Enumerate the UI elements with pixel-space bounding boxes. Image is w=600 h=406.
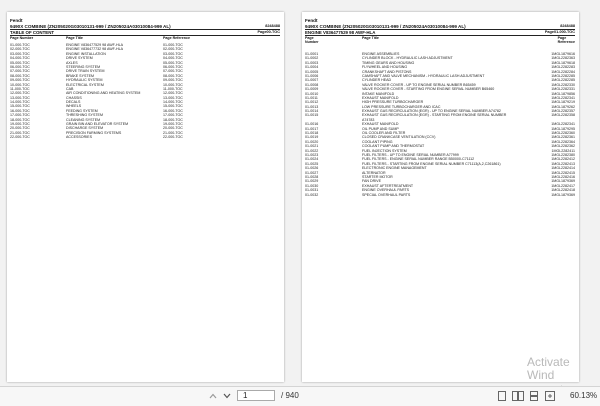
- page-number-cell: 11-000-TOC: [10, 86, 30, 91]
- page-reference: Page00-TOC: [257, 29, 280, 34]
- page-number-cell: 21-000-TOC: [10, 130, 30, 135]
- page-reference-cell: 05-000-TOC: [163, 60, 183, 65]
- page-title-cell: ACCESSORIES: [66, 135, 92, 140]
- page-reference-cell: 1MGL2282413: [551, 161, 575, 166]
- page-number-cell: 01-0019: [305, 135, 319, 140]
- page-title-cell: DISCHARGE SYSTEM: [66, 126, 104, 131]
- page-reference-cell: 1MGL1879369: [551, 179, 575, 184]
- page-title-cell: CAMSHAFT AND VALVE MECHANISM - HYDRAULIC LASH ADJUSTMENT: [362, 73, 485, 78]
- page-title-cell: THRESHING SYSTEM: [66, 113, 103, 118]
- page-reference-cell: 1MGL2282341: [551, 95, 575, 100]
- page-reference-cell: 1MGL2282364: [551, 139, 575, 144]
- column-header-page-reference: Page Reference: [163, 36, 190, 40]
- page-title-cell: PRECISION FARMING SYSTEMS: [66, 130, 122, 135]
- page-number-cell: 01-0025: [305, 161, 319, 166]
- section-title: TABLE OF CONTENT: [10, 29, 55, 35]
- page-title-cell: ELECTRONIC ENGINE MANAGEMENT: [362, 166, 427, 171]
- page-number-cell: 18-000-TOC: [10, 117, 30, 122]
- page-number-cell: 01-0024: [305, 157, 319, 162]
- page-reference-cell: 1MGL2282285: [551, 78, 575, 83]
- page-reference-cell: 17-000-TOC: [163, 113, 183, 118]
- page-reference-cell: 07-000-TOC: [163, 69, 183, 74]
- page-number-cell: 01-0012: [305, 100, 319, 105]
- page-title-cell: CAB: [66, 86, 74, 91]
- page-number-cell: 10-000-TOC: [10, 82, 30, 87]
- page-title-cell: EXHAUST GAS RECIRCULATION (EGR) - UP TO ENGINE SERIAL NUMBER A74782: [362, 109, 501, 114]
- viewer-toolbar: [0, 386, 600, 406]
- page-title-cell: ELECTRICAL SYSTEM: [66, 82, 104, 87]
- page-title-cell: ENGINE INSTALLATION: [66, 51, 106, 56]
- column-header-page-reference: Page Reference: [557, 36, 575, 44]
- page-reference-cell: 14-000-TOC: [163, 100, 183, 105]
- page-title-cell: ENGINE OVERHAUL PARTS: [362, 188, 410, 193]
- page-title-cell: CHASSIS: [66, 95, 82, 100]
- page-title-cell: TIMING GEARS AND HOUSING: [362, 60, 415, 65]
- page-number-cell: 01-0013: [305, 104, 319, 109]
- page-number-cell: 14-000-TOC: [10, 100, 30, 105]
- page-reference-cell: 09-000-TOC: [163, 78, 183, 83]
- page-number-cell: 19-000-TOC: [10, 122, 30, 127]
- page-number-cell: 01-0001: [305, 52, 319, 56]
- single-page-icon[interactable]: [496, 390, 507, 402]
- parts-table: [302, 52, 579, 197]
- page-title-cell: COOLANT PUMP AND THERMOSTAT: [362, 144, 425, 149]
- toc-table: [7, 43, 284, 140]
- document-page-left: [7, 12, 284, 382]
- chevron-up-icon[interactable]: [207, 390, 219, 402]
- page-title-cell: CRANKSHAFT AND PISTONS: [362, 69, 412, 74]
- page-title-cell: CLOSED CRANKCASE VENTILATION (CCV): [362, 135, 436, 140]
- page-reference-cell: 15-000-TOC: [163, 104, 183, 109]
- page-number-cell: 02-000-TOC: [10, 47, 30, 52]
- page-number-cell: 01-0008: [305, 82, 319, 87]
- page-number-cell: 01-0005: [305, 69, 319, 74]
- column-header-page-title: Page Title: [66, 36, 83, 40]
- document-page-right: [302, 12, 579, 382]
- page-reference-cell: 1MGL1879616: [551, 52, 575, 56]
- page-reference-cell: 03-000-TOC: [163, 51, 183, 56]
- page-title-cell: FUEL INJECTION SYSTEM: [362, 148, 407, 153]
- page-number-cell: 01-0010: [305, 91, 319, 96]
- page-reference-cell: 13-000-TOC: [163, 95, 183, 100]
- page-number-cell: 01-0020: [305, 139, 319, 144]
- page-number-cell: 01-0023: [305, 152, 319, 157]
- section-divider: [305, 35, 575, 36]
- page-number-cell: 01-0029: [305, 179, 319, 184]
- page-reference-cell: 1MGL2282284: [551, 69, 575, 74]
- page-reference-cell: 1MGL1879219: [551, 100, 575, 105]
- page-reference: Page01-000-TOC: [544, 29, 575, 34]
- column-header-page-title: Page Title: [362, 36, 379, 40]
- document-code: 8248488: [560, 24, 575, 28]
- page-number-cell: 01-0002: [305, 56, 319, 61]
- page-reference-cell: 1MGL2282361: [551, 135, 575, 140]
- page-reference-cell: 1MGL2282414: [551, 166, 575, 171]
- page-reference-cell: 01-000-TOC: [163, 43, 183, 47]
- page-title-cell: EXHAUST MANIFOLD: [362, 122, 399, 127]
- page-title-cell: FUEL FILTERS - UP TO ENGINE SERIAL NUMBER A77999: [362, 152, 459, 157]
- page-reference-cell: 1MGL2282411: [551, 148, 575, 153]
- page-number-cell: 09-000-TOC: [10, 78, 30, 83]
- page-title-cell: VALVE ROCKER COVER - UP TO ENGINE SERIAL NUMBER B65459: [362, 82, 476, 87]
- page-title-cell: AXLES: [66, 60, 78, 65]
- page-number-cell: 01-0032: [305, 192, 319, 197]
- page-reference-cell: 1MGL1879262: [551, 104, 575, 109]
- page-reference-cell: 1MGL2282418: [551, 188, 575, 193]
- page-number-cell: 01-0007: [305, 78, 319, 83]
- page-number-cell: 20-000-TOC: [10, 126, 30, 131]
- page-reference-cell: 1MGL2282415: [551, 170, 575, 175]
- page-title-cell: GRAIN BIN AND ELEVATOR SYSTEM: [66, 122, 129, 127]
- chevron-down-icon[interactable]: [221, 390, 233, 402]
- table-row: [7, 135, 284, 139]
- page-reference-cell: 1MGL2282362: [551, 144, 575, 149]
- page-number-cell: 01-0022: [305, 148, 319, 153]
- page-title-cell: ENGINE ASSEMBLIES: [362, 52, 400, 56]
- page-title-cell: LOW PRESSURE TURBOCHARGER AND ICAC: [362, 104, 441, 109]
- page-number-cell: 13-000-TOC: [10, 95, 30, 100]
- page-title-cell: FUEL FILTERS - ENGINE SERIAL NUMBER RANGE B50000-C71112: [362, 157, 475, 162]
- page-title-cell: VALVE ROCKER COVER - STARTING FROM ENGINE SERIAL NUMBER B65460: [362, 87, 495, 92]
- page-title-cell: STEERING SYSTEM: [66, 64, 101, 69]
- page-reference-cell: 10-000-TOC: [163, 82, 183, 87]
- page-reference-cell: 20-000-TOC: [163, 126, 183, 131]
- brand-label: Fendt: [10, 18, 23, 23]
- page-title-cell: ENGINE V836477732 98 AWF-HLA: [66, 47, 123, 52]
- page-number-cell: 01-0031: [305, 188, 319, 193]
- page-number-cell: 01-0018: [305, 131, 319, 136]
- page-number-cell: 06-000-TOC: [10, 64, 30, 69]
- page-number-cell: 01-0027: [305, 170, 319, 175]
- page-reference-cell: 1MGL2282416: [551, 174, 575, 179]
- page-reference-cell: 06-000-TOC: [163, 64, 183, 69]
- page-title-cell: BRAKE SYSTEM: [66, 73, 94, 78]
- page-title-cell: CYLINDER HEAD: [362, 78, 392, 83]
- column-header-page-number: Page Number: [10, 36, 34, 40]
- two-page-icon[interactable]: [511, 390, 524, 402]
- page-reference-cell: 1MGL1879856: [551, 91, 575, 96]
- page-reference-cell: 1MGL2282412: [551, 157, 575, 162]
- page-reference-cell: 21-000-TOC: [163, 130, 183, 135]
- page-number-cell: 01-0017: [305, 126, 319, 131]
- page-reference-cell: 11-000-TOC: [163, 86, 183, 91]
- page-title-cell: SPECIAL OVERHAUL PARTS: [362, 192, 411, 197]
- page-number-cell: 07-000-TOC: [10, 69, 30, 74]
- page-reference-cell: 18-000-TOC: [163, 117, 183, 122]
- section-divider: [10, 35, 280, 36]
- page-reference-cell: 1MGL2282380: [551, 152, 575, 157]
- page-reference-cell: 22-000-TOC: [163, 135, 183, 140]
- page-title-cell: FEEDING SYSTEM: [66, 108, 98, 113]
- page-title-cell: ALTERNATOR: [362, 170, 386, 175]
- page-title-cell: DRIVE SYSTEM: [66, 56, 93, 61]
- page-title-cell: A74783: [362, 117, 375, 122]
- scroll-page-icon[interactable]: [528, 390, 539, 402]
- page-number-cell: 04-000-TOC: [10, 56, 30, 61]
- page-reference-cell: 1MGL2282358: [551, 113, 575, 118]
- zoom-level-label[interactable]: 60.13%: [570, 391, 598, 400]
- page-title-cell: DECALS: [66, 100, 81, 105]
- page-number-cell: 12-000-TOC: [10, 91, 30, 96]
- page-title-cell: INTAKE MANIFOLD: [362, 91, 395, 96]
- page-title-cell: FAN DRIVE: [362, 179, 381, 184]
- page-reference-cell: 1MGL2282341: [551, 122, 575, 127]
- page-title-cell: WHEELS: [66, 104, 82, 109]
- page-number-input[interactable]: 1: [237, 390, 275, 401]
- fit-page-icon[interactable]: [544, 390, 556, 402]
- page-title-cell: OIL COOLER AND FILTER: [362, 131, 406, 136]
- page-reference-cell: 08-000-TOC: [163, 73, 183, 78]
- page-reference-cell: 1MGL2282331: [551, 87, 575, 92]
- page-number-cell: 01-000-TOC: [10, 43, 30, 47]
- page-title-cell: STARTER MOTOR: [362, 174, 393, 179]
- page-title-cell: AIR CONDITIONING AND HEATING SYSTEM: [66, 91, 141, 96]
- page-number-cell: 08-000-TOC: [10, 73, 30, 78]
- page-reference-cell: 1MGL2282360: [551, 131, 575, 136]
- page-number-cell: 03-000-TOC: [10, 51, 30, 56]
- page-title-cell: EXHAUST MANIFOLD: [362, 95, 399, 100]
- document-code: 8248488: [265, 24, 280, 28]
- page-title-cell: EXHAUST AFTERTREATMENT: [362, 183, 414, 188]
- page-title-cell: CYLINDER BLOCK - HYDRAULIC LASH ADJUSTMENT: [362, 56, 453, 61]
- page-reference-cell: 02-000-TOC: [163, 47, 183, 52]
- page-reference-cell: 1MGL2282285: [551, 73, 575, 78]
- page-title-cell: HIGH PRESSURE TURBOCHARGER: [362, 100, 424, 105]
- page-number-cell: 01-0009: [305, 87, 319, 92]
- page-reference-cell: 04-000-TOC: [163, 56, 183, 61]
- page-reference-cell: 12-000-TOC: [163, 91, 183, 96]
- page-number-cell: 01-0011: [305, 95, 318, 100]
- watermark-line-1: Activate Wind: [527, 355, 570, 382]
- page-reference-cell: 1MGL1879369: [551, 192, 575, 197]
- page-number-cell: 05-000-TOC: [10, 60, 30, 65]
- page-reference-cell: 1MGL2282357: [551, 109, 575, 114]
- page-number-cell: 15-000-TOC: [10, 104, 30, 109]
- page-title-cell: OIL PUMP AND SUMP: [362, 126, 399, 131]
- page-title-cell: CLEANING SYSTEM: [66, 117, 101, 122]
- page-title-cell: DRIVE TRAIN SYSTEM: [66, 69, 105, 74]
- page-number-cell: 01-0028: [305, 174, 319, 179]
- model-title: 9490X COMBINE (ZN205020G03010131-999 / ZN205024A03010084-999 AL): [305, 24, 466, 29]
- page-number-cell: 01-0030: [305, 183, 319, 188]
- page-number-cell: 01-0015: [305, 113, 319, 118]
- page-reference-cell: 19-000-TOC: [163, 122, 183, 127]
- page-number-cell: 16-000-TOC: [10, 108, 30, 113]
- page-title-cell: COOLANT PIPING: [362, 139, 393, 144]
- page-number-cell: 01-0026: [305, 166, 319, 171]
- page-title-cell: FLYWHEEL AND HOUSING: [362, 65, 408, 70]
- page-number-cell: 01-0004: [305, 65, 319, 70]
- page-number-cell: 17-000-TOC: [10, 113, 30, 118]
- page-number-cell: 01-0003: [305, 60, 319, 65]
- page-number-cell: 22-000-TOC: [10, 135, 30, 140]
- page-number-cell: 01-0021: [305, 144, 319, 149]
- page-reference-cell: 16-000-TOC: [163, 108, 183, 113]
- page-number-cell: 01-0016: [305, 122, 319, 127]
- model-title: 9490X COMBINE (ZN205020G03010131-999 / ZN205024A03010084-999 AL): [10, 24, 171, 29]
- page-title-cell: EXHAUST GAS RECIRCULATION (EGR) - STARTING FROM ENGINE SERIAL NUMBER: [362, 113, 507, 118]
- section-title: ENGINE V836477529 98 AWF-HLA: [305, 29, 376, 35]
- page-reference-cell: 1MGL2282363: [551, 56, 575, 61]
- column-header-page-number: Page Number: [305, 36, 319, 44]
- page-reference-cell: 1MGL2282330: [551, 82, 575, 87]
- page-title-cell: HYDRAULIC SYSTEM: [66, 78, 103, 83]
- page-reference-cell: 1MGL1879618: [551, 60, 575, 65]
- page-number-cell: 01-0014: [305, 109, 319, 114]
- total-pages-label: / 940: [281, 391, 299, 400]
- page-title-cell: ENGINE V836477529 98 AWF-HLA: [66, 43, 123, 47]
- page-reference-cell: 1MGL2282417: [551, 183, 575, 188]
- table-row: [302, 193, 579, 197]
- page-number-cell: 01-0006: [305, 73, 319, 78]
- brand-label: Fendt: [305, 18, 318, 23]
- page-reference-cell: 1MGL2282283: [551, 65, 575, 70]
- page-title-cell: FUEL FILTERS - STARTING FROM ENGINE SERIAL NUMBER C71113(A,2,C261861): [362, 161, 501, 166]
- page-reference-cell: 1MGL1879295: [551, 126, 575, 131]
